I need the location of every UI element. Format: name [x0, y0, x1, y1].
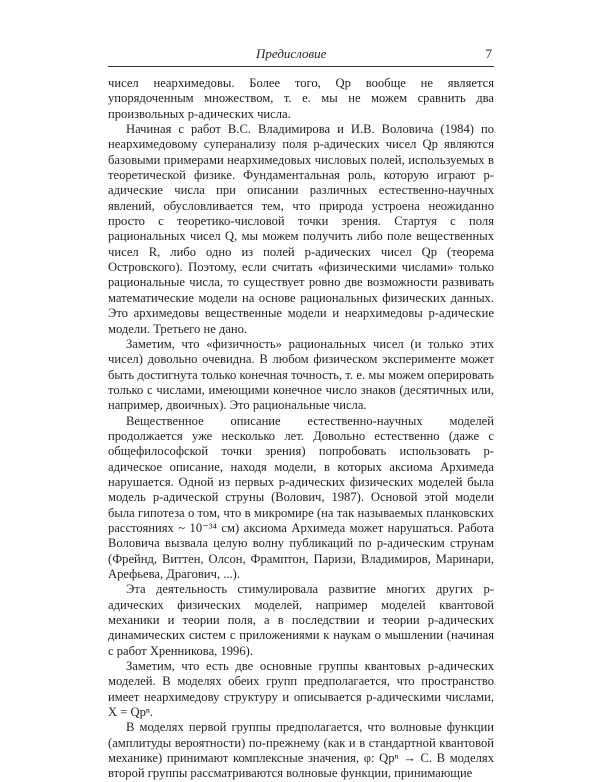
- body-text: [108, 76, 494, 782]
- paragraph: чисел неархимедовы. Более того, Qp вообще не является упорядоченным множеством, т. е. мы не можем сравнить два произвольных p-адических числа.: [108, 76, 494, 121]
- paragraph: Начиная с работ В.С. Владимирова и И.В. Воловича (1984) по неархимедовому суперанализу поля p-адических чисел Qp являются базовыми примерами неархимедовых числовых полей, используемых в теоретической физике. Фундаментальная роль, которую играют p-адические числа при описании различных естественно-научных явлений, обусловливается тем, что природа устроена неожиданно просто с теоретико-числовой точки зрения. Стартуя с поля рациональных чисел Q, мы можем получить либо поле вещественных чисел R, либо одно из полей p-адических чисел Qp (теорема Островского). Поэтому, если считать «физическими числами» только рациональные числа, то существует ровно две возможности развивать математические модели на основе рациональных физических данных. Это архимедовы вещественные модели и неархимедовы p-адические модели. Третьего не дано.: [108, 122, 494, 336]
- paragraph: В моделях первой группы предполагается, что волновые функции (амплитуды вероятности) по-прежнему (как и в стандартной квантовой механике) принимают комплексные значения, φ: Qpⁿ → C. В моделях второй группы рассматриваются волновые функции, принимающие: [108, 720, 494, 781]
- paragraph: Вещественное описание естественно-научных моделей продолжается уже несколько лет. Довольно естественно (даже с общефилософской точки зрения) попробовать использовать p-адическое описание, находя модели, в которых аксиома Архимеда нарушается. Одной из первых p-адических физических моделей была модель p-адической струны (Волович, 1987). Основой этой модели была гипотеза о том, что в микромире (на так называемых планковских расстояниях ~ 10⁻³⁴ см) аксиома Архимеда может нарушаться. Работа Воловича вызвала целую волну публикаций по p-адическим струнам (Фрейнд, Виттен, Олсон, Фрамптон, Паризи, Владимиров, Маринари, Арефьева, Драгович, ...).: [108, 413, 494, 581]
- paragraph: Заметим, что есть две основные группы квантовых p-адических моделей. В моделях обеих групп предполагается, что пространство имеет неархимедову структуру и описывается p-адическими числами, X = Qpⁿ.: [108, 659, 494, 720]
- paragraph: Эта деятельность стимулировала развитие многих других p-адических физических моделей, например моделей квантовой механики и теории поля, а в последствии и теории p-адических динамических систем с приложениями к наукам о мышлении (начиная с работ Хренникова, 1996).: [108, 582, 494, 658]
- running-head: [108, 44, 494, 67]
- paragraph: Заметим, что «физичность» рациональных чисел (и только этих чисел) довольно очевидна. В любом физическом эксперименте может быть достигнута только конечная точность, т. е. мы можем оперировать только с числами, имеющими конечное число знаков (десятичных или, например, двоичных). Это рациональные числа.: [108, 336, 494, 413]
- running-head-title: Предисловие: [256, 46, 327, 61]
- page-number: 7: [485, 46, 492, 61]
